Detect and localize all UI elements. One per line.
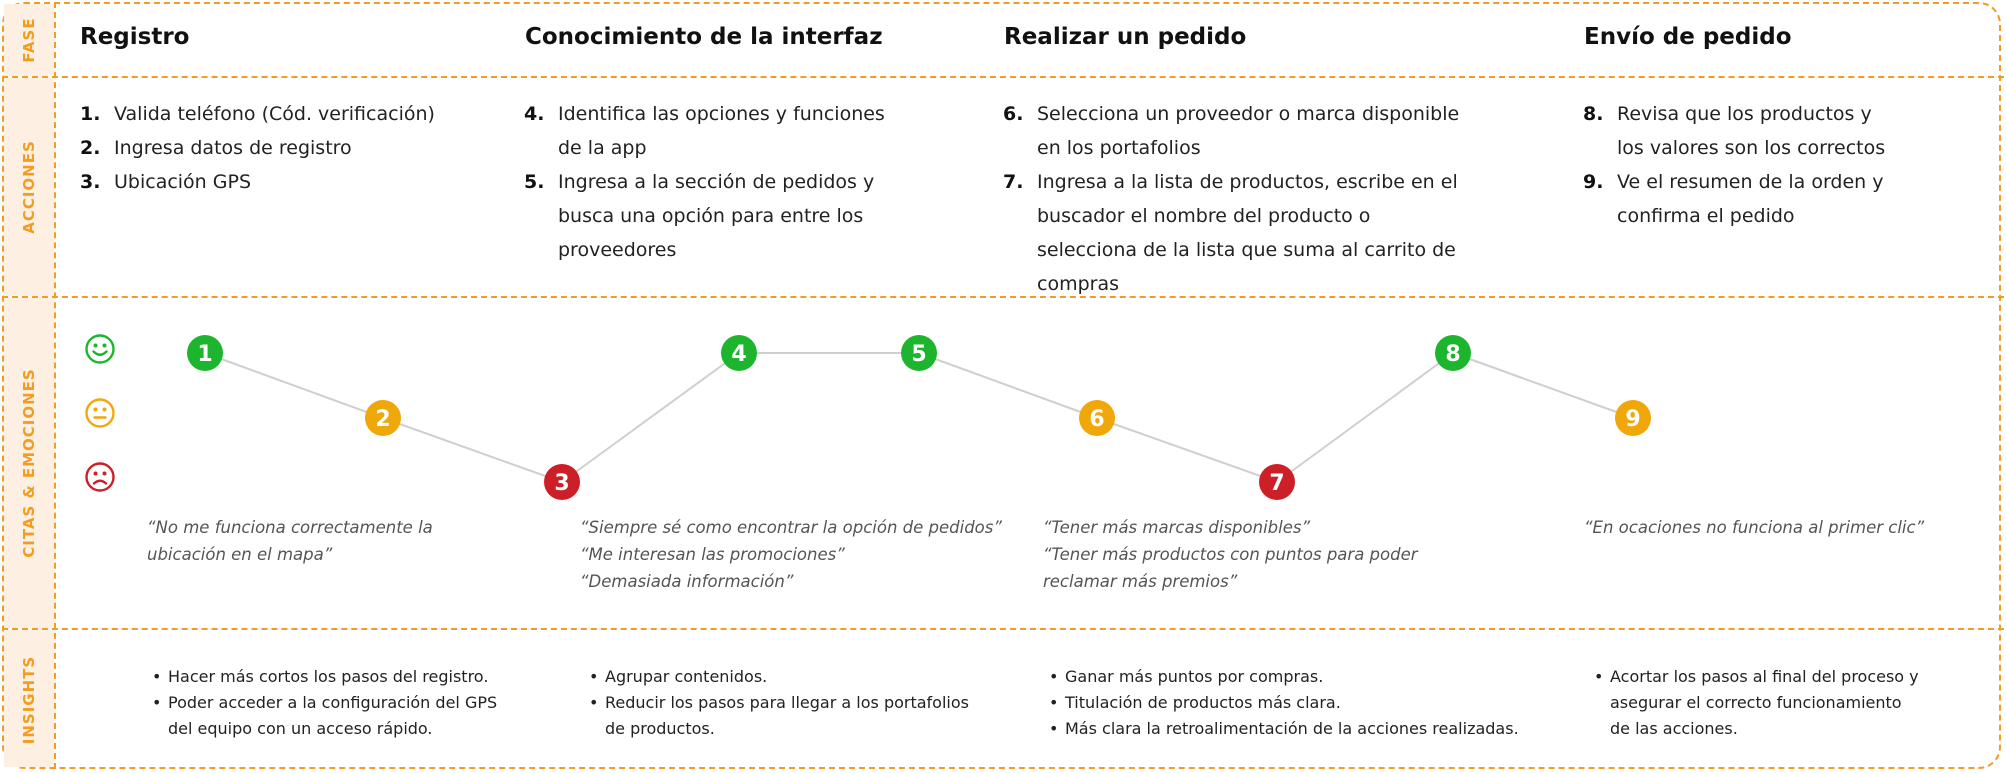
action-number: 6. (1003, 103, 1024, 125)
journey-step-4 (721, 335, 757, 371)
phase-title-realizar-pedido: Realizar un pedido (1004, 24, 1247, 50)
action-text: Selecciona un proveedor o marca disponible en los portafolios (1037, 103, 1460, 159)
journey-step-label: 4 (731, 342, 747, 367)
action-number: 8. (1583, 103, 1604, 125)
journey-step-label: 3 (554, 471, 570, 496)
journey-segment (919, 353, 1097, 418)
action-number: 3. (80, 171, 101, 193)
action-number: 1. (80, 103, 101, 125)
quote-line: “Demasiada información” (580, 572, 794, 591)
journey-step-label: 6 (1089, 407, 1105, 432)
quotes-envio-pedido (1584, 514, 1924, 541)
insight-item: • Reducir los pasos para llegar a los portafolios de productos. (589, 693, 969, 738)
quote-line: “Tener más marcas disponibles” (1043, 518, 1311, 537)
quote-line: “No me funciona correctamente la (147, 518, 433, 537)
journey-step-1 (187, 335, 223, 371)
action-text: Ve el resumen de la orden y confirma el pedido (1617, 171, 1884, 227)
insight-item: • Hacer más cortos los pasos del registro. (152, 667, 489, 686)
quotes-conocimiento (580, 514, 1002, 595)
row-label-insights: INSIGHTS (20, 655, 38, 745)
quotes-registro (147, 514, 433, 568)
journey-step-6 (1079, 400, 1115, 436)
quote-line: “Siempre sé como encontrar la opción de pedidos” (580, 518, 1002, 537)
journey-step-label: 9 (1625, 407, 1641, 432)
action-text: Revisa que los productos y los valores son los correctos (1617, 103, 1886, 159)
journey-segment (383, 418, 562, 482)
insight-item: • Ganar más puntos por compras. (1049, 667, 1324, 686)
journey-step-9 (1615, 400, 1651, 436)
insight-item: • Poder acceder a la configuración del GPS del equipo con un acceso rápido. (152, 693, 498, 738)
journey-step-label: 1 (197, 342, 213, 367)
journey-step-5 (901, 335, 937, 371)
row-label-citas: CITAS & EMOCIONES (20, 368, 38, 558)
journey-step-label: 7 (1269, 471, 1285, 496)
quote-line: “Me interesan las promociones” (580, 545, 845, 564)
insight-item: • Más clara la retroalimentación de la acciones realizadas. (1049, 719, 1519, 738)
journey-step-label: 2 (375, 407, 391, 432)
insights-realizar-pedido (1049, 664, 1519, 742)
row-label-acciones: ACCIONES (20, 140, 38, 234)
phase-title-registro: Registro (80, 24, 190, 50)
quotes-realizar-pedido (1043, 514, 1418, 595)
action-number: 4. (524, 103, 545, 125)
journey-segment (205, 353, 383, 418)
phase-title-conocimiento: Conocimiento de la interfaz (525, 24, 883, 50)
insight-item: • Acortar los pasos al final del proceso y asegurar el correcto funcionamiento de las acciones. (1594, 667, 1919, 738)
journey-step-8 (1435, 335, 1471, 371)
action-text: Ingresa a la lista de productos, escribe en el buscador el nombre del producto o selecciona de la lista que suma al carrito de compras (1037, 171, 1458, 295)
journey-segment (1453, 353, 1633, 418)
insight-item: • Agrupar contenidos. (589, 667, 768, 686)
quote-line: “En ocaciones no funciona al primer clic” (1584, 518, 1925, 537)
journey-segment (1097, 418, 1277, 482)
action-number: 2. (80, 137, 101, 159)
action-text: Ubicación GPS (114, 171, 252, 193)
insights-envio-pedido (1594, 664, 1919, 742)
insights-registro (152, 664, 497, 742)
journey-step-7 (1259, 464, 1295, 500)
journey-step-3 (544, 464, 580, 500)
journey-segment (562, 353, 739, 482)
journey-step-2 (365, 400, 401, 436)
action-number: 7. (1003, 171, 1024, 193)
action-text: Valida teléfono (Cód. verificación) (114, 103, 435, 125)
action-number: 5. (524, 171, 545, 193)
action-number: 9. (1583, 171, 1604, 193)
quote-line: ubicación en el mapa” (147, 545, 333, 564)
insights-conocimiento (589, 664, 969, 742)
journey-step-label: 8 (1445, 342, 1461, 367)
journey-step-label: 5 (911, 342, 927, 367)
insight-item: • Titulación de productos más clara. (1049, 693, 1341, 712)
quote-line: reclamar más premios” (1043, 572, 1238, 591)
action-text: Ingresa datos de registro (114, 137, 352, 159)
action-text: Ingresa a la sección de pedidos y busca una opción para entre los proveedores (558, 171, 875, 261)
row-label-fase: FASE (20, 17, 38, 63)
quote-line: “Tener más productos con puntos para poder (1043, 545, 1418, 564)
journey-segment (1277, 353, 1453, 482)
phase-title-envio-pedido: Envío de pedido (1584, 24, 1792, 50)
action-text: Identifica las opciones y funciones de la app (558, 103, 885, 159)
